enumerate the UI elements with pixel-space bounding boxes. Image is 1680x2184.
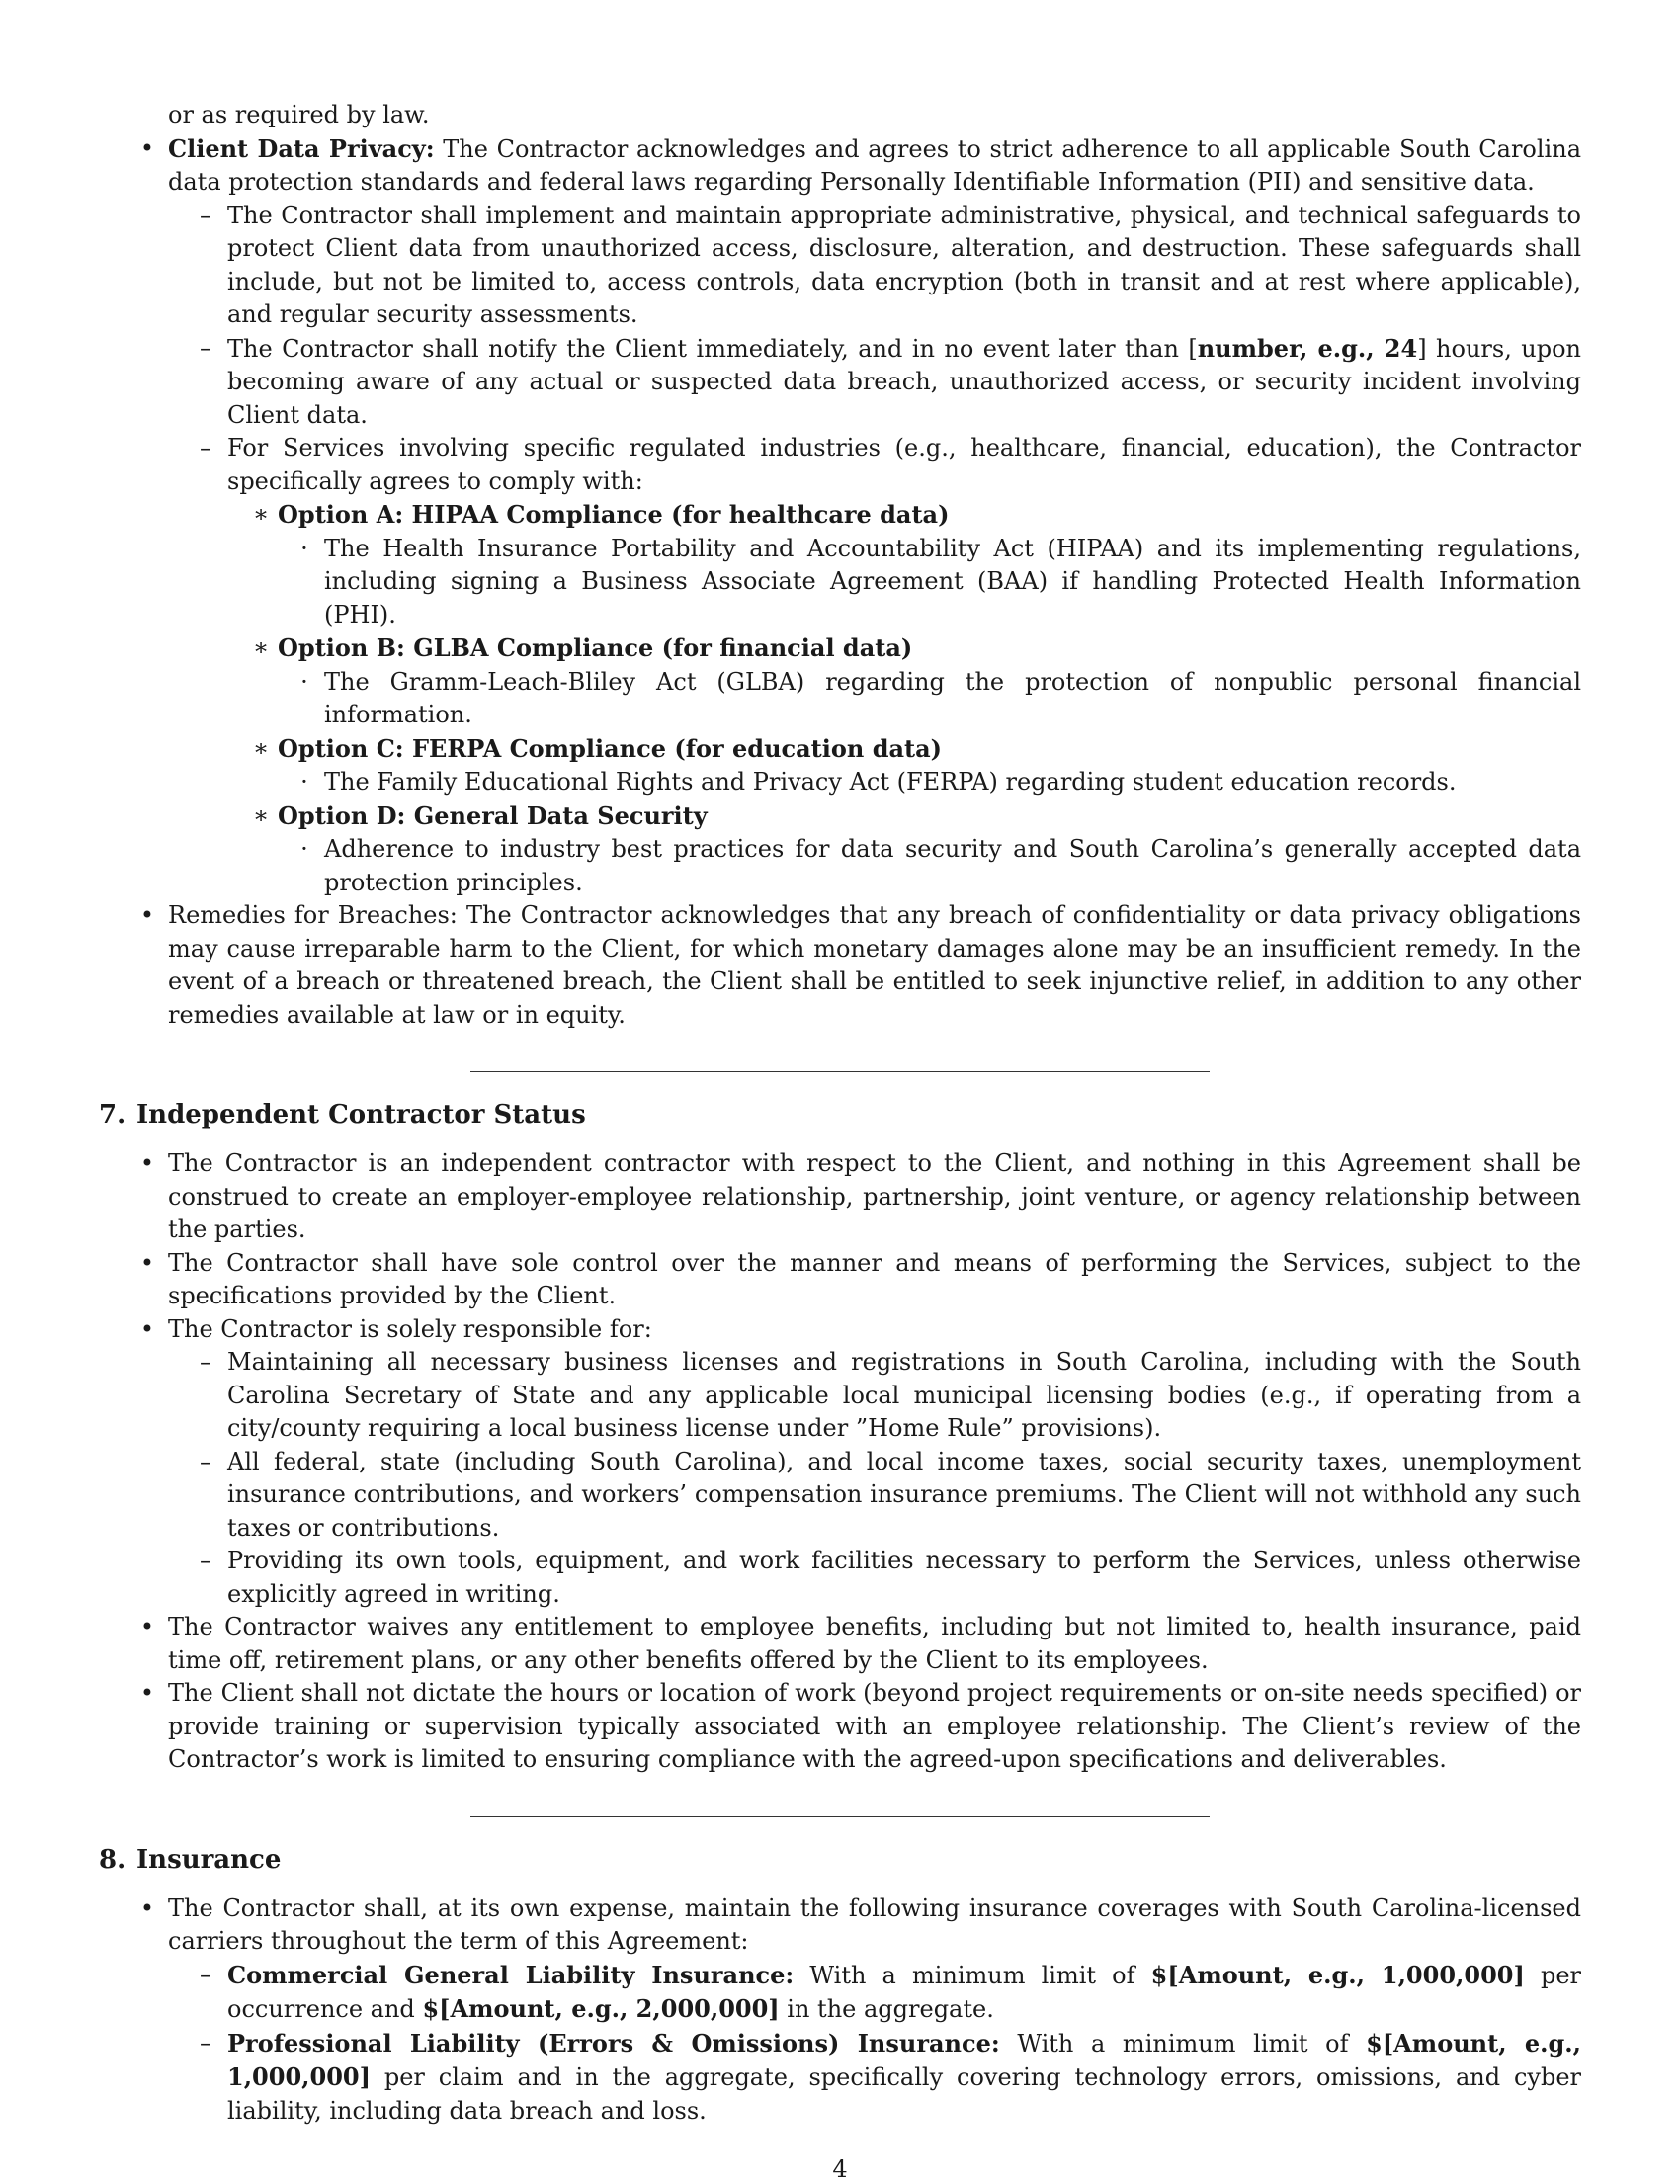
dash-icon: – (200, 434, 211, 462)
cgl-amount-placeholder: $[Amount, e.g., 1,000,000] (1150, 1960, 1525, 1989)
section-7-heading (99, 1098, 1581, 1132)
option-title: Option A: HIPAA Compliance (for healthcare data) (278, 500, 950, 529)
notify-text-post: ] hours, upon becoming aware of any actual or suspected data breach, unauthorized access, or security incident involving Client data. (227, 334, 1581, 429)
list-item (99, 1611, 1581, 1677)
sub-item-text: Providing its own tools, equipment, and work facilities necessary to perform the Services, unless otherwise explicitly agreed in writing. (227, 1547, 1581, 1608)
bullet-icon: • (139, 1893, 155, 1922)
option-detail: The Family Educational Rights and Privacy Act (FERPA) regarding student education records. (324, 768, 1457, 796)
pl-text: With a minimum limit of (999, 2029, 1367, 2058)
bullet-icon: • (139, 901, 155, 929)
privacy-text: The Contractor acknowledges and agrees to strict adherence to all applicable South Carolina data protection standards and federal laws regarding Personally Identifiable Information (PII) and sensitive data. (168, 134, 1581, 196)
option-a-item (99, 498, 1581, 533)
list-item-client-data-privacy (99, 132, 1581, 200)
sub-item (99, 1346, 1581, 1446)
option-b-detail (99, 666, 1581, 732)
section-number: 8. (99, 1844, 126, 1875)
dash-icon: – (200, 1447, 211, 1475)
asterisk-icon: ∗ (252, 800, 270, 829)
bullet-icon: • (139, 1149, 155, 1177)
section-title: Insurance (136, 1844, 282, 1875)
option-title: Option C: FERPA Compliance (for education data) (278, 733, 943, 763)
dot-icon: · (300, 667, 308, 696)
sub-item (99, 1545, 1581, 1611)
page-content (99, 99, 1581, 2128)
continuation-text: or as required by law. (168, 101, 430, 128)
list-item-text: The Contractor waives any entitlement to employee benefits, including but not limited to, health insurance, paid time off, retirement plans, or any other benefits offered by the Client to its employees. (168, 1613, 1581, 1674)
dash-icon: – (200, 2028, 211, 2057)
sub-item-professional-liability (99, 2027, 1581, 2129)
section-8-heading (99, 1843, 1581, 1877)
asterisk-icon: ∗ (252, 633, 270, 661)
option-c-item (99, 732, 1581, 767)
sub-item-breach-notification (99, 332, 1581, 433)
sub-item (99, 1446, 1581, 1546)
dot-icon: · (300, 768, 308, 796)
option-a-detail (99, 533, 1581, 632)
notify-hours-placeholder: number, e.g., 24 (1197, 333, 1418, 363)
dot-icon: · (300, 534, 308, 562)
list-item-text: The Contractor is solely responsible for: (168, 1314, 652, 1343)
dash-icon: – (200, 333, 211, 362)
option-c-detail (99, 766, 1581, 799)
pl-label: Professional Liability (Errors & Omissions) Insurance: (227, 2028, 1000, 2058)
dash-icon: – (200, 1960, 211, 1988)
cgl-text: per occurrence and (227, 1961, 1582, 2023)
section-title: Independent Contractor Status (136, 1100, 586, 1130)
list-item (99, 1247, 1581, 1313)
dash-icon: – (200, 1547, 211, 1574)
privacy-label: Client Data Privacy: (168, 133, 435, 163)
bullet-icon: • (139, 1679, 155, 1707)
safeguards-text: The Contractor shall implement and maintain appropriate administrative, physical, and technical safeguards to protect Client data from unauthorized access, disclosure, alteration, and destruction. These safeguards shall include, but not be limited to, access controls, data encryption (both in transit and at rest where applicable), and regular security assessments. (227, 201, 1581, 328)
option-detail: The Gramm-Leach-Bliley Act (GLBA) regarding the protection of nonpublic personal financial information. (324, 667, 1581, 728)
option-d-item (99, 799, 1581, 834)
list-item (99, 1677, 1581, 1777)
bullet-icon: • (139, 1314, 155, 1343)
option-detail: The Health Insurance Portability and Accountability Act (HIPAA) and its implementing regulations, including signing a Business Associate Agreement (BAA) if handling Protected Health Information (PHI). (324, 534, 1581, 629)
regulated-text: For Services involving specific regulated industries (e.g., healthcare, financial, education), the Contractor specifically agrees to comply with: (227, 434, 1581, 495)
pl-amount-placeholder: $[Amount, e.g., 1,000,000] (227, 2028, 1582, 2091)
option-title: Option D: General Data Security (278, 800, 708, 830)
list-item-text: The Client shall not dictate the hours or location of work (beyond project requirements or on-site needs specified) or provide training or supervision typically associated with an employee relationship. The Client’s review of the Contractor’s work is limited to ensuring compliance with the agreed-upon specifications and deliverables. (168, 1679, 1581, 1773)
bullet-icon: • (139, 133, 155, 162)
page-number: 4 (832, 2155, 848, 2183)
bullet-icon: • (139, 1248, 155, 1277)
sub-item-cgl (99, 1959, 1581, 2027)
pl-text: per claim and in the aggregate, specifically covering technology errors, omissions, and cyber liability, including data breach and loss. (227, 2063, 1581, 2125)
list-item (99, 1147, 1581, 1247)
section-number: 7. (99, 1100, 126, 1130)
sub-item-safeguards (99, 200, 1581, 332)
asterisk-icon: ∗ (252, 500, 270, 528)
cgl-text: With a minimum limit of (794, 1961, 1151, 1989)
sub-item-regulated-industries (99, 432, 1581, 498)
list-item-text: The Contractor is an independent contractor with respect to the Client, and nothing in this Agreement shall be construed to create an employer-employee relationship, partnership, joint venture, or agency relationship between the parties. (168, 1149, 1581, 1243)
list-item-text: The Contractor shall have sole control over the manner and means of performing the Services, subject to the specifications provided by the Client. (168, 1248, 1581, 1309)
dash-icon: – (200, 201, 211, 229)
cgl-aggregate-placeholder: $[Amount, e.g., 2,000,000] (422, 1994, 780, 2023)
option-detail: Adherence to industry best practices for data security and South Carolina’s generally accepted data protection principles. (324, 835, 1581, 896)
list-item (99, 1892, 1581, 1959)
remedies-text: Remedies for Breaches: The Contractor acknowledges that any breach of confidentiality or data privacy obligations may cause irreparable harm to the Client, for which monetary damages alone may be an insufficient remedy. In the event of a breach or threatened breach, the Client shall be entitled to seek injunctive relief, in addition to any other remedies available at law or in equity. (168, 901, 1581, 1029)
list-item (99, 1313, 1581, 1347)
list-item-remedies (99, 899, 1581, 1032)
dash-icon: – (200, 1348, 211, 1376)
notify-text-pre: The Contractor shall notify the Client immediately, and in no event later than [ (227, 334, 1198, 363)
cgl-text: in the aggregate. (779, 1995, 994, 2023)
sub-item-text: All federal, state (including South Carolina), and local income taxes, social security taxes, unemployment insurance contributions, and workers’ compensation insurance premiums. The Client will not withhold any such taxes or contributions. (227, 1447, 1581, 1542)
cgl-label: Commercial General Liability Insurance: (227, 1960, 795, 1989)
option-title: Option B: GLBA Compliance (for financial data) (278, 633, 913, 662)
option-b-item (99, 631, 1581, 666)
bullet-icon: • (139, 1613, 155, 1640)
sub-item-text: Maintaining all necessary business licenses and registrations in South Carolina, including with the South Carolina Secretary of State and any applicable local municipal licensing bodies (e.g., if operating from a city/county requiring a local business license under ”Home Rule” provisions). (227, 1348, 1581, 1442)
asterisk-icon: ∗ (252, 733, 270, 762)
option-d-detail (99, 833, 1581, 899)
dot-icon: · (300, 835, 308, 863)
list-item-text: The Contractor shall, at its own expense, maintain the following insurance coverages with South Carolina-licensed carriers throughout the term of this Agreement: (168, 1893, 1581, 1955)
